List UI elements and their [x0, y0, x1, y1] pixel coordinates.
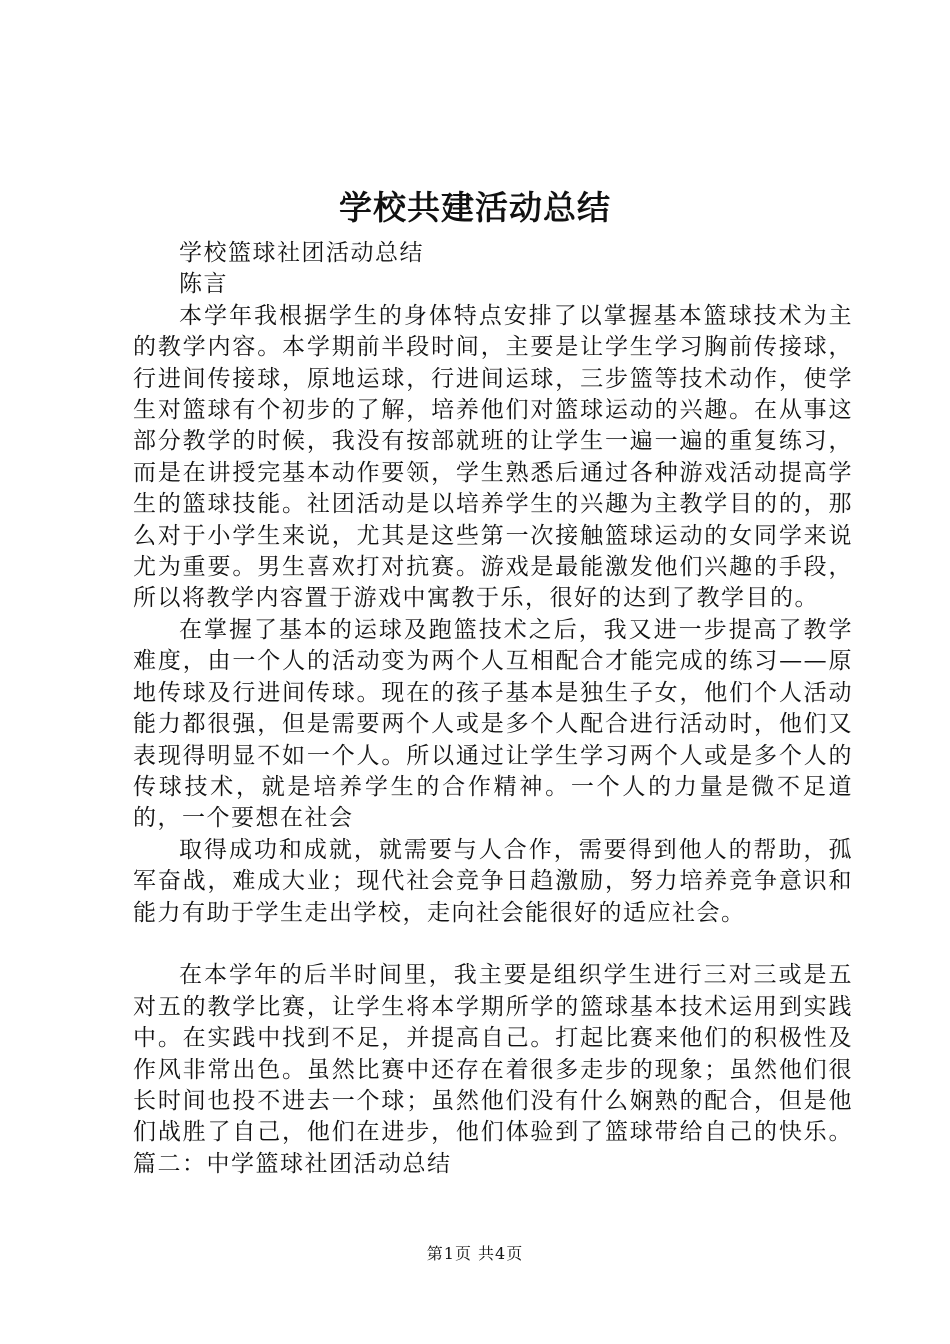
document-subtitle: 学校篮球社团活动总结	[179, 240, 424, 266]
document-title: 学校共建活动总结	[339, 188, 611, 227]
paragraph-spacer	[133, 929, 853, 960]
paragraph: 在掌握了基本的运球及跑篮技术之后，我又进一步提高了教学难度，由一个人的活动变为两个人互相配合才能完成的练习——原地传球及行进间传球。现在的孩子基本是独生子女，他们个人活动能力都很强，但是需要两个人或是多个人配合进行活动时，他们又表现得明显不如一个人。所以通过让学生学习两个人或是多个人的传球技术，就是培养学生的合作精神。一个人的力量是微不足道的，一个要想在社会	[133, 616, 853, 832]
page-footer: 第1页 共4页	[426, 1244, 524, 1263]
paragraph: 取得成功和成就，就需要与人合作，需要得到他人的帮助，孤军奋战，难成大业；现代社会竞争日趋激励，努力培养竞争意识和能力有助于学生走出学校，走向社会能很好的适应社会。	[133, 836, 853, 926]
paragraph: 本学年我根据学生的身体特点安排了以掌握基本篮球技术为主的教学内容。本学期前半段时间，主要是让学生学习胸前传接球，行进间传接球，原地运球，行进间运球，三步篮等技术动作，使学生对篮球有个初步的了解，培养他们对篮球运动的兴趣。在从事这部分教学的时候，我没有按部就班的让学生一遍一遍的重复练习，而是在讲授完基本动作要领，学生熟悉后通过各种游戏活动提高学生的篮球技能。社团活动是以培养学生的兴趣为主教学目的的，那么对于小学生来说，尤其是这些第一次接触篮球运动的女同学来说尤为重要。男生喜欢打对抗赛。游戏是最能激发他们兴趣的手段，所以将教学内容置于游戏中寓教于乐，很好的达到了教学目的。	[133, 302, 853, 612]
paragraph: 在本学年的后半时间里，我主要是组织学生进行三对三或是五对五的教学比赛，让学生将本学期所学的篮球基本技术运用到实践中。在实践中找到不足，并提高自己。打起比赛来他们的积极性及作风非常出色。虽然比赛中还存在着很多走步的现象；虽然他们很长时间也投不进去一个球；虽然他们没有什么娴熟的配合，但是他们战胜了自己，他们在进步，他们体验到了篮球带给自己的快乐。篇二：中学篮球社团活动总结	[133, 962, 853, 1177]
document-author: 陈言	[179, 271, 228, 298]
document-body	[133, 238, 853, 1180]
